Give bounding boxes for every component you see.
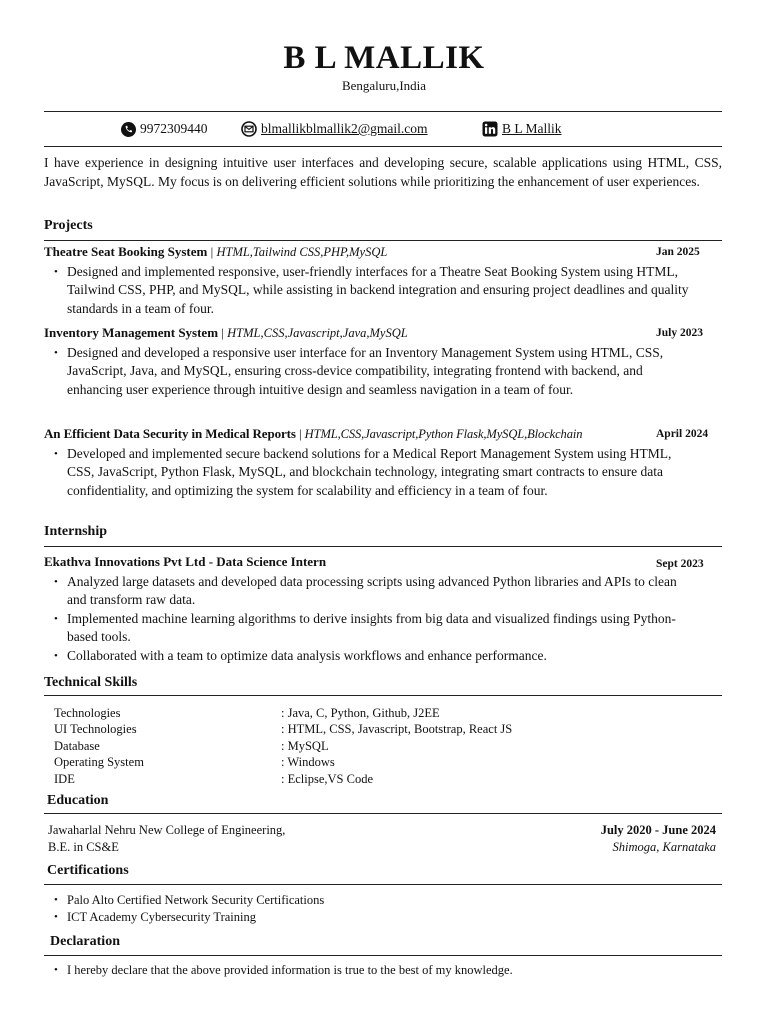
- skill-row: [54, 754, 512, 770]
- skill-value: : MySQL: [281, 738, 329, 753]
- skill-value: : Java, C, Python, Github, J2EE: [281, 706, 440, 720]
- skill-row: [54, 721, 512, 737]
- project-bullets: [52, 344, 692, 399]
- skills-table: [54, 705, 512, 787]
- project-date: April 2024: [656, 428, 709, 440]
- divider: [44, 546, 722, 547]
- list-item: • Implemented machine learning algorithms to derive insights from big data and visualized findings using Python-based tools.: [52, 610, 692, 647]
- section-title-skills: Technical Skills: [44, 675, 138, 690]
- project-date: Jan 2025: [656, 246, 700, 258]
- list-item: • Analyzed large datasets and developed data processing scripts using advanced Python libraries and APIs to clean and transform raw data.: [52, 573, 692, 610]
- email-link[interactable]: blmallikblmallik2@gmail.com: [261, 121, 428, 136]
- divider: [44, 146, 722, 147]
- contact-row: [0, 119, 768, 139]
- education-location: Shimoga, Karnataka: [612, 839, 716, 854]
- skill-row: [54, 771, 512, 787]
- project-bullets: [52, 263, 692, 318]
- skill-name: Technologies: [54, 706, 121, 720]
- project-title: Inventory Management System | HTML,CSS,Javascript,Java,MySQL: [44, 325, 408, 340]
- summary-paragraph: I have experience in designing intuitive user interfaces and developing secure, scalable applications using HTML, CSS, JavaScript, MySQL. My focus is on delivering efficient solutions while prioritizing the enhancement of user experiences.: [44, 155, 722, 189]
- list-item: • Collaborated with a team to optimize data analysis workflows and enhance performance.: [52, 647, 692, 665]
- skill-row: [54, 705, 512, 721]
- phone-contact: [121, 119, 208, 139]
- list-item: • ICT Academy Cybersecurity Training: [52, 909, 692, 926]
- degree: B.E. in CS&E: [48, 839, 119, 854]
- education-dates: July 2020 - June 2024: [600, 823, 716, 837]
- internship-bullets: [52, 573, 692, 665]
- section-title-declaration: Declaration: [50, 934, 120, 949]
- project-date: July 2023: [656, 327, 703, 339]
- internship-role: Ekathva Innovations Pvt Ltd - Data Science Intern: [44, 554, 327, 569]
- project-name: An Efficient Data Security in Medical Reports: [44, 426, 296, 441]
- education-institution: [48, 822, 285, 855]
- divider: [44, 955, 722, 956]
- project-name: Theatre Seat Booking System: [44, 244, 208, 259]
- list-item: • Designed and implemented responsive, user-friendly interfaces for a Theatre Seat Booking System using HTML, Tailwind CSS, PHP, and MySQL, while assisting in backend integration and ensuring project deadlines and quality standards in a team of four.: [52, 263, 692, 318]
- email-icon: [241, 121, 257, 137]
- project-tech: HTML,CSS,Javascript,Python Flask,MySQL,Blockchain: [304, 427, 583, 441]
- skill-name: Operating System: [54, 755, 144, 770]
- project-title: An Efficient Data Security in Medical Reports | HTML,CSS,Javascript,Python Flask,MySQL,Blockchain: [44, 426, 583, 441]
- divider: [44, 813, 722, 814]
- project-title: Theatre Seat Booking System | HTML,Tailwind CSS,PHP,MySQL: [44, 244, 388, 259]
- project-bullets: [52, 445, 692, 500]
- skill-value: : Eclipse,VS Code: [281, 771, 374, 786]
- candidate-name: B L MALLIK: [283, 40, 485, 76]
- linkedin-link[interactable]: B L Mallik: [502, 121, 562, 136]
- project-name: Inventory Management System: [44, 325, 219, 340]
- list-item: • Developed and implemented secure backend solutions for a Medical Report Management System using HTML, CSS, JavaScript, Python Flask, MySQL, and blockchain technology, integrating smart contracts to ensure data confidentiality, and optimizing the system for scalability and efficiency in a team of four.: [52, 445, 692, 500]
- divider: [44, 240, 722, 241]
- internship-date: Sept 2023: [656, 558, 704, 570]
- section-title-projects: Projects: [44, 218, 93, 233]
- declaration-text: • I hereby declare that the above provided information is true to the best of my knowledge.: [52, 962, 692, 979]
- list-item: • Palo Alto Certified Network Security Certifications: [52, 892, 692, 909]
- skill-name: Database: [54, 738, 100, 753]
- divider: [44, 884, 722, 885]
- divider: [44, 111, 722, 112]
- certifications-list: [52, 892, 692, 925]
- phone-icon: [121, 122, 136, 137]
- project-tech: HTML,CSS,Javascript,Java,MySQL: [227, 326, 408, 340]
- skill-name: IDE: [54, 771, 75, 786]
- email-contact[interactable]: [241, 119, 428, 139]
- section-title-education: Education: [47, 793, 109, 808]
- declaration-list: [52, 962, 692, 979]
- skill-value: : HTML, CSS, Javascript, Bootstrap, React JS: [281, 722, 513, 737]
- skill-row: [54, 738, 512, 754]
- skill-name: UI Technologies: [54, 722, 137, 737]
- linkedin-contact[interactable]: [482, 119, 562, 139]
- project-tech: HTML,Tailwind CSS,PHP,MySQL: [216, 245, 388, 259]
- candidate-location: Bengaluru,India: [341, 78, 427, 93]
- section-title-certifications: Certifications: [47, 863, 129, 878]
- phone-number: 9972309440: [140, 121, 208, 136]
- skill-value: : Windows: [281, 755, 335, 770]
- college-name: Jawaharlal Nehru New College of Engineering,: [48, 823, 286, 837]
- section-title-internship: Internship: [44, 524, 108, 539]
- list-item: • Designed and developed a responsive user interface for an Inventory Management System using HTML, CSS, JavaScript, Java, and MySQL, ensuring cross-device compatibility, integrating frontend with backend, and enhancing user experience through intuitive design and seamless navigation in a team of four.: [52, 344, 692, 399]
- education-details: [601, 822, 716, 855]
- linkedin-icon: [482, 121, 498, 137]
- divider: [44, 695, 722, 696]
